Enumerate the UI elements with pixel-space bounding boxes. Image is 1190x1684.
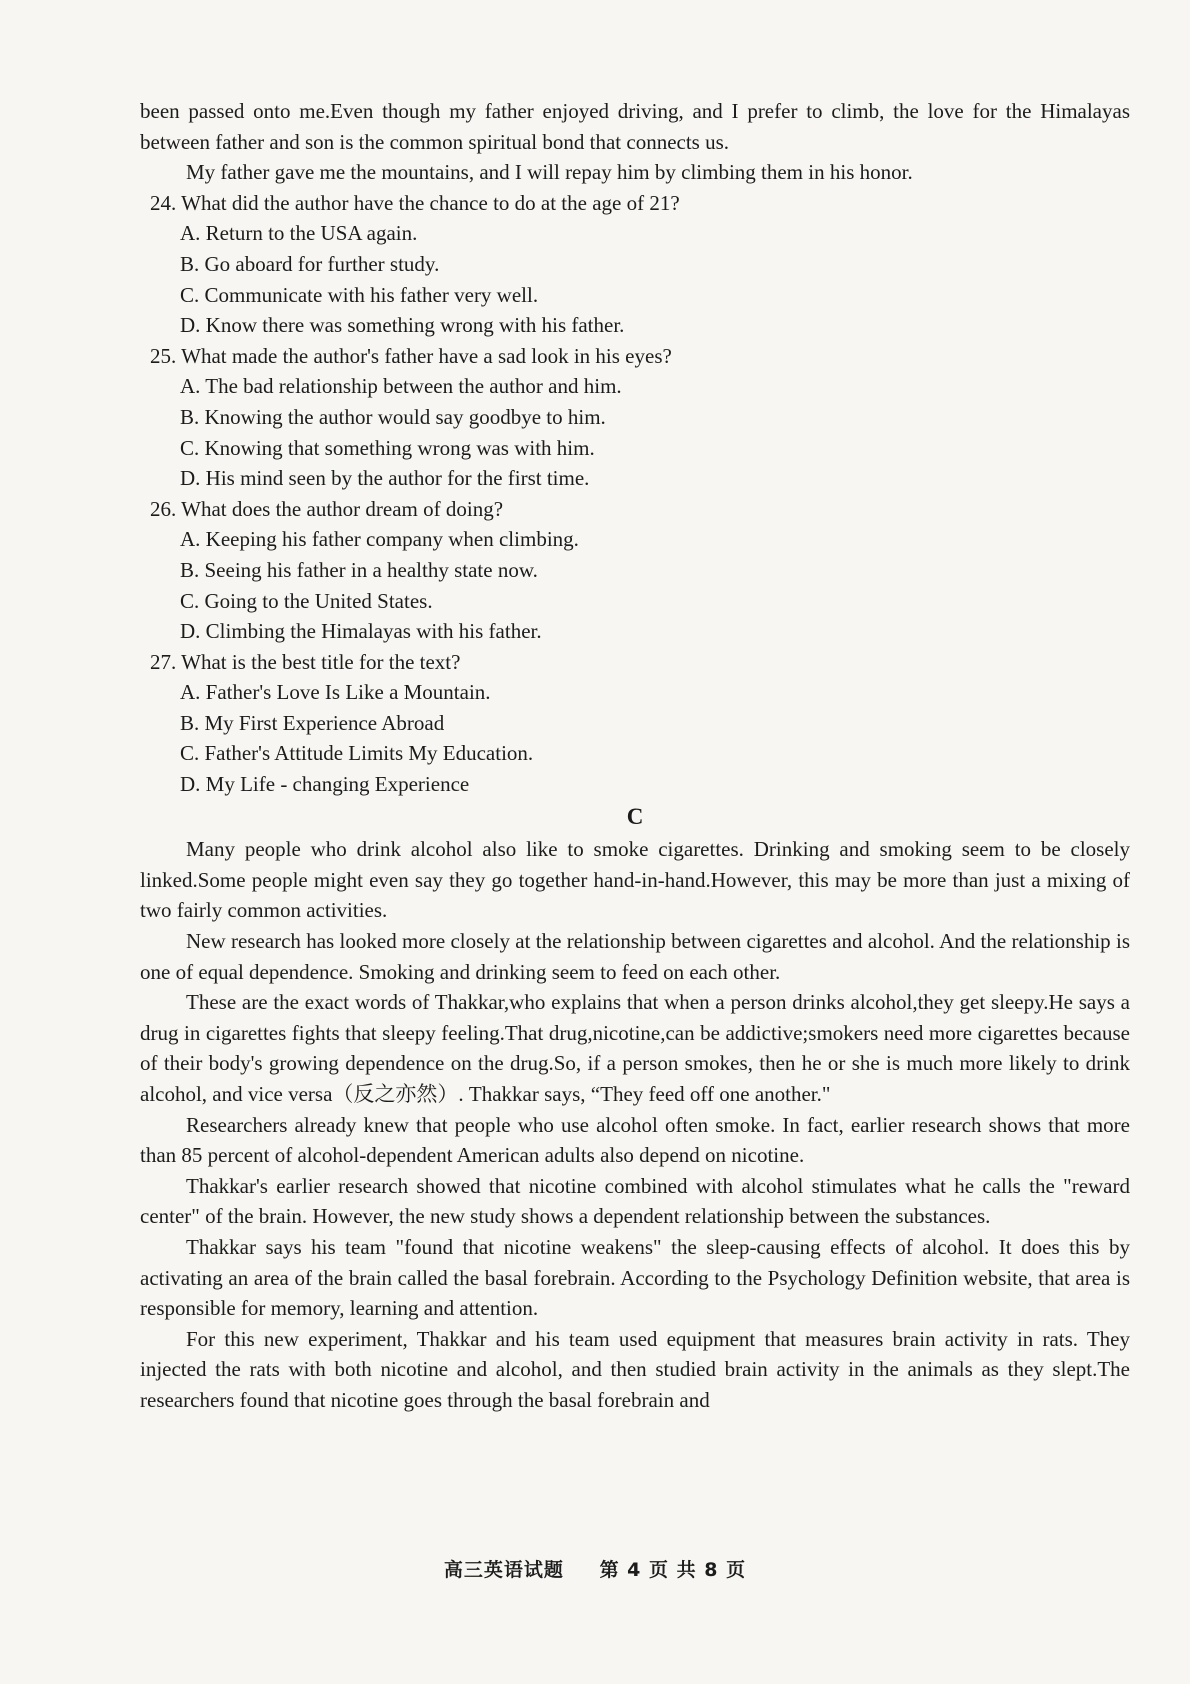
- passage-c-paragraph: These are the exact words of Thakkar,who explains that when a person drinks alcohol,they get sleepy.He says a drug in cigarettes fights that sleepy feeling.That drug,nicotine,can be addictive;smokers need more cigarettes because of their body's growing dependence on the drug.So, if a person smokes, then he or she is much more likely to drink alcohol, and vice versa（反之亦然）. Thakkar says, “They feed off one another.": [140, 990, 1130, 1106]
- question-stem: 24. What did the author have the chance to do at the age of 21?: [150, 190, 680, 215]
- question-stem: 26. What does the author dream of doing?: [150, 496, 504, 521]
- answer-option: B. Seeing his father in a healthy state now.: [180, 557, 538, 582]
- answer-option: A. Father's Love Is Like a Mountain.: [180, 680, 491, 705]
- section-heading: C: [626, 803, 644, 829]
- question-26: [140, 494, 1130, 647]
- question-stem: 25. What made the author's father have a sad look in his eyes?: [150, 343, 672, 368]
- question-stem: 27. What is the best title for the text?: [150, 649, 461, 674]
- answer-option: C. Knowing that something wrong was with him.: [180, 435, 595, 460]
- passage-b-paragraph: been passed onto me.Even though my father enjoyed driving, and I prefer to climb, the love for the Himalayas between father and son is the common spiritual bond that connects us.: [140, 99, 1130, 154]
- answer-option: D. His mind seen by the author for the first time.: [180, 466, 590, 491]
- question-27: [140, 647, 1130, 800]
- passage-c-paragraph: New research has looked more closely at the relationship between cigarettes and alcohol. And the relationship is one of equal dependence. Smoking and drinking seem to feed on each other.: [140, 929, 1130, 984]
- passage-b-paragraph: My father gave me the mountains, and I will repay him by climbing them in his honor.: [186, 160, 913, 185]
- answer-option: B. Knowing the author would say goodbye to him.: [180, 404, 606, 429]
- answer-option: B. Go aboard for further study.: [180, 251, 440, 276]
- answer-option: A. Return to the USA again.: [180, 221, 418, 246]
- answer-option: B. My First Experience Abroad: [180, 710, 445, 735]
- exam-title: 高三英语试题: [443, 1559, 564, 1581]
- passage-c-paragraph: Many people who drink alcohol also like to smoke cigarettes. Drinking and smoking seem to be closely linked.Some people might even say they go together hand-in-hand.However, this may be more than just a mixing of two fairly common activities.: [140, 837, 1130, 923]
- passage-c-paragraph: Thakkar's earlier research showed that nicotine combined with alcohol stimulates what he calls the "reward center" of the brain. However, the new study shows a dependent relationship between the substances.: [140, 1173, 1130, 1229]
- answer-option: C. Communicate with his father very well.: [180, 282, 539, 307]
- question-24: [140, 188, 1130, 341]
- answer-option: D. My Life - changing Experience: [180, 772, 470, 797]
- answer-option: D. Know there was something wrong with his father.: [180, 313, 625, 338]
- answer-option: D. Climbing the Himalayas with his father.: [180, 619, 542, 644]
- answer-option: C. Going to the United States.: [180, 588, 433, 613]
- answer-option: A. The bad relationship between the author and him.: [180, 374, 622, 399]
- passage-c-paragraph: For this new experiment, Thakkar and his team used equipment that measures brain activity in rats. They injected the rats with both nicotine and alcohol, and then studied brain activity in the animals as they slept.The researchers found that nicotine goes through the basal forebrain and: [140, 1326, 1130, 1412]
- question-25: [140, 341, 1130, 494]
- page-footer: [0, 1555, 1190, 1586]
- passage-c-paragraph: Researchers already knew that people who use alcohol often smoke. In fact, earlier research shows that more than 85 percent of alcohol-dependent American adults also depend on nicotine.: [140, 1112, 1130, 1168]
- page-number: 第 4 页 共 8 页: [599, 1559, 747, 1581]
- answer-option: A. Keeping his father company when climbing.: [180, 527, 579, 552]
- answer-option: C. Father's Attitude Limits My Education.: [180, 741, 534, 766]
- passage-c: [140, 834, 1130, 1415]
- passage-c-paragraph: Thakkar says his team "found that nicotine weakens" the sleep-causing effects of alcohol. It does this by activating an area of the brain called the basal forebrain. According to the Psychology Definition website, that area is responsible for memory, learning and attention.: [140, 1234, 1130, 1321]
